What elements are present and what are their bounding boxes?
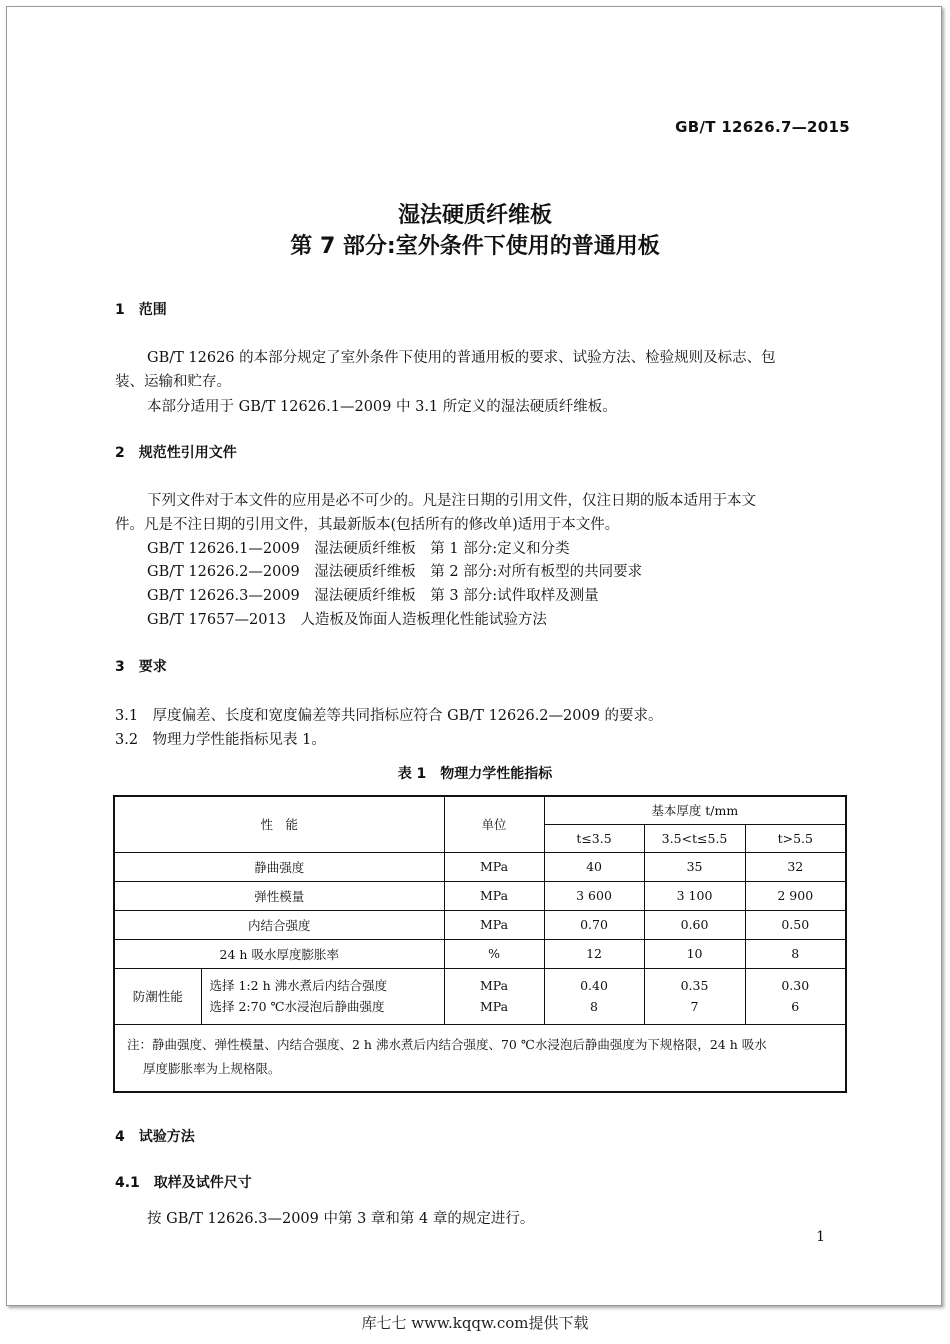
row-unit: MPa bbox=[444, 881, 544, 910]
row-unit: MPa bbox=[444, 910, 544, 939]
section-2-heading: 2 规范性引用文件 bbox=[115, 445, 237, 461]
row-value: 35 bbox=[644, 852, 745, 881]
page-number: 1 bbox=[816, 1229, 825, 1245]
section-1-paragraph-2: 本部分适用于 GB/T 12626.1—2009 中 3.1 所定义的湿法硬质纤维板。 bbox=[147, 399, 617, 415]
moisture-units bbox=[444, 968, 544, 1024]
moisture-values-col1 bbox=[544, 968, 644, 1024]
reference-4: GB/T 17657—2013 人造板及饰面人造板理化性能试验方法 bbox=[147, 612, 547, 628]
section-1-paragraph-1-line2: 装、运输和贮存。 bbox=[115, 374, 231, 390]
row-value: 3 600 bbox=[544, 881, 644, 910]
reference-1: GB/T 12626.1—2009 湿法硬质纤维板 第 1 部分:定义和分类 bbox=[147, 541, 570, 557]
row-value: 12 bbox=[544, 939, 644, 968]
section-2-paragraph-line1: 下列文件对于本文件的应用是必不可少的。凡是注日期的引用文件，仅注日期的版本适用于本文 bbox=[147, 493, 756, 509]
row-name: 静曲强度 bbox=[114, 852, 444, 881]
reference-2: GB/T 12626.2—2009 湿法硬质纤维板 第 2 部分:对所有板型的共同要求 bbox=[147, 564, 643, 580]
moisture-option-1: 选择 1:2 h 沸水煮后内结合强度 bbox=[209, 978, 388, 993]
table-caption: 表 1 物理力学性能指标 bbox=[397, 766, 553, 782]
row-value: 0.50 bbox=[745, 910, 846, 939]
row-value: 32 bbox=[745, 852, 846, 881]
moisture-option-2: 选择 2:70 ℃水浸泡后静曲强度 bbox=[209, 999, 385, 1014]
table-note-line2: 厚度膨胀率为上规格限。 bbox=[143, 1060, 281, 1076]
moisture-label: 防潮性能 bbox=[114, 968, 201, 1024]
moisture-value: 6 bbox=[791, 999, 800, 1014]
table-row bbox=[114, 852, 846, 881]
row-unit: % bbox=[444, 939, 544, 968]
properties-table bbox=[113, 795, 847, 1093]
section-1-paragraph-1-line1: GB/T 12626 的本部分规定了室外条件下使用的普通用板的要求、试验方法、检验规则及标志、包 bbox=[147, 350, 776, 366]
section-3-heading: 3 要求 bbox=[115, 659, 167, 675]
clause-3-2: 3.2 物理力学性能指标见表 1。 bbox=[115, 732, 326, 748]
row-value: 8 bbox=[745, 939, 846, 968]
row-name: 内结合强度 bbox=[114, 910, 444, 939]
table-row-moisture bbox=[114, 968, 846, 1024]
moisture-value: 7 bbox=[690, 999, 699, 1014]
moisture-unit-2: MPa bbox=[479, 999, 509, 1014]
row-value: 2 900 bbox=[745, 881, 846, 910]
row-value: 10 bbox=[644, 939, 745, 968]
moisture-unit-1: MPa bbox=[479, 978, 509, 993]
header-unit: 单位 bbox=[444, 796, 544, 852]
header-thickness: 基本厚度 t/mm bbox=[544, 796, 846, 824]
moisture-value: 0.35 bbox=[680, 978, 709, 993]
download-footer: 库七七 www.kqqw.com提供下载 bbox=[361, 1314, 589, 1332]
table-row bbox=[114, 939, 846, 968]
table-note bbox=[114, 1024, 846, 1092]
reference-3: GB/T 12626.3—2009 湿法硬质纤维板 第 3 部分:试件取样及测量 bbox=[147, 588, 599, 604]
moisture-value: 0.40 bbox=[580, 978, 608, 993]
header-thickness-2: 3.5<t≤5.5 bbox=[644, 824, 745, 852]
row-unit: MPa bbox=[444, 852, 544, 881]
moisture-values-col2 bbox=[644, 968, 745, 1024]
clause-3-1: 3.1 厚度偏差、长度和宽度偏差等共同指标应符合 GB/T 12626.2—2009 的要求。 bbox=[115, 708, 663, 724]
row-name: 弹性模量 bbox=[114, 881, 444, 910]
moisture-value: 0.30 bbox=[781, 978, 810, 993]
row-value: 0.60 bbox=[644, 910, 745, 939]
header-thickness-1: t≤3.5 bbox=[544, 824, 644, 852]
clause-4-1-text: 按 GB/T 12626.3—2009 中第 3 章和第 4 章的规定进行。 bbox=[147, 1211, 535, 1227]
header-property: 性 能 bbox=[114, 796, 444, 852]
section-4-heading: 4 试验方法 bbox=[115, 1129, 195, 1145]
section-2-paragraph-line2: 件。凡是不注日期的引用文件，其最新版本(包括所有的修改单)适用于本文件。 bbox=[115, 517, 620, 533]
document-title-line1: 湿法硬质纤维板 bbox=[397, 203, 552, 228]
moisture-values-col3 bbox=[745, 968, 846, 1024]
header-thickness-3: t>5.5 bbox=[745, 824, 846, 852]
row-value: 40 bbox=[544, 852, 644, 881]
clause-4-1-heading: 4.1 取样及试件尺寸 bbox=[115, 1175, 252, 1191]
document-title-line2: 第 7 部分:室外条件下使用的普通用板 bbox=[290, 234, 660, 259]
standard-number: GB/T 12626.7—2015 bbox=[675, 118, 850, 136]
row-value: 3 100 bbox=[644, 881, 745, 910]
section-1-heading: 1 范围 bbox=[115, 302, 167, 318]
table-note-line1: 注：静曲强度、弹性模量、内结合强度、2 h 沸水煮后内结合强度、70 ℃水浸泡后静曲强度为下规格限，24 h 吸水 bbox=[127, 1036, 767, 1052]
row-value: 0.70 bbox=[544, 910, 644, 939]
moisture-options bbox=[201, 968, 444, 1024]
table-row bbox=[114, 881, 846, 910]
moisture-value: 8 bbox=[590, 999, 598, 1014]
table-row bbox=[114, 910, 846, 939]
row-name: 24 h 吸水厚度膨胀率 bbox=[114, 939, 444, 968]
